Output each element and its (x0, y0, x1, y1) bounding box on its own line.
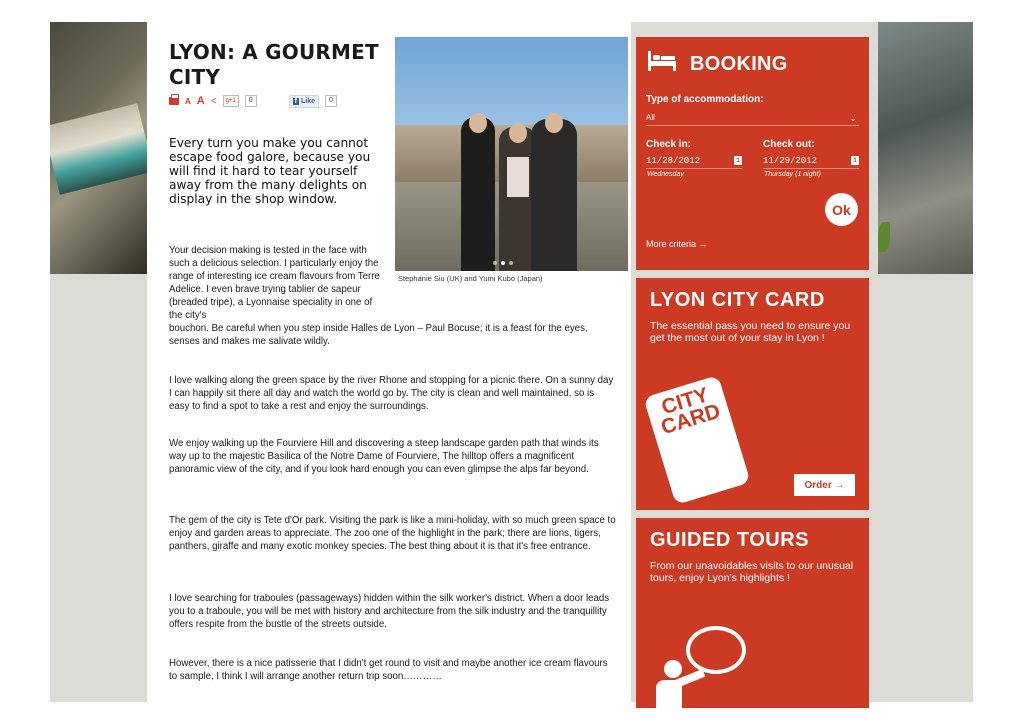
article-paragraph: bouchon. Be careful when you step inside Halles de Lyon – Paul Bocuse; it is a feast for the eyes, senses and makes me salivate wildly. (169, 323, 588, 347)
font-smaller-button[interactable]: A (185, 96, 191, 106)
article-photo[interactable] (395, 37, 628, 271)
checkout-date-value: 11/29/2012 (763, 156, 818, 166)
chevron-down-icon: ⌄ (849, 113, 857, 123)
article-paragraph: We enjoy walking up the Fourviere Hill and discovering a steep landscape garden path that winds its way up to the majestic Basilica of the Notre Dame of Fourviere, The hilltop offers a magnificent panoramic view of the city, and if you look hard enough you can even glimpse the alps far beyond. (169, 438, 599, 475)
checkin-date-field[interactable] (646, 154, 742, 169)
guide-person-icon (664, 660, 682, 678)
guided-tours-widget (636, 518, 869, 708)
more-criteria-link[interactable]: More criteria → (646, 239, 708, 249)
facebook-icon: f (294, 97, 298, 105)
photo-pagination[interactable] (493, 261, 513, 265)
article-paragraph: I love searching for traboules (passageways) hidden within the silk worker's district. When a door leads you to a traboule, you will be met with history and architecture from the silk industry and the tranquillity offers respite from the bustle of the streets outside. (169, 593, 610, 630)
article-lead: Every turn you make you cannot escape food galore, because you will find it hard to tear yourself away from the many delights on display in the shop window. (169, 136, 371, 206)
checkout-date-field[interactable] (763, 154, 859, 169)
gplus-button[interactable]: g+1 (223, 95, 239, 107)
article-paragraph: I love walking along the green space by the river Rhone and stopping for a picnic there. On a sunny day I can happily sit there all day and watch the world go by. The city is clean and well maintained, so is easy to find a spot to take a rest and enjoy the surroundings. (169, 375, 614, 412)
background-photo-right (878, 22, 973, 274)
article-toolbar (169, 94, 337, 108)
photo-caption: Stephanie Siu (UK) and Yumi Kubo (Japan) (398, 274, 543, 283)
font-larger-button[interactable]: A (196, 95, 205, 107)
article-paragraph: Your decision making is tested in the face with such a delicious selection. I particularly enjoy the range of interesting ice cream flavours from Terre Adelice. I even brave trying tablier de sapeur (breaded tripe), a Lyonnaise speciality in one of the city's (169, 245, 380, 321)
ok-button[interactable]: Ok (825, 193, 858, 226)
city-card-widget (636, 278, 869, 510)
page-title: LYON: A GOURMET CITY (169, 40, 379, 89)
bed-icon (648, 51, 676, 71)
checkin-day: Wednesday (647, 171, 684, 178)
speech-bubble-icon (686, 626, 746, 674)
booking-title: BOOKING (690, 53, 788, 75)
facebook-like-button[interactable] (289, 95, 319, 108)
gplus-count: 0 (245, 95, 257, 107)
accommodation-select[interactable] (646, 111, 859, 126)
checkin-label: Check in: (646, 139, 692, 150)
background-photo-left (50, 22, 147, 274)
accommodation-value: All (646, 113, 655, 122)
share-icon[interactable]: < (210, 95, 217, 107)
city-card-description: The essential pass you need to ensure you get the most out of your stay in Lyon ! (650, 320, 851, 344)
calendar-icon[interactable]: 1 (734, 156, 742, 165)
city-card-image: CITY CARD (643, 375, 750, 505)
article-paragraph: The gem of the city is Tete d'Or park. Visiting the park is like a mini-holiday, with so much green space to enjoy and garden areas to appreciate. The zoo one of the highlight in the park; there are lions, tigers, panthers, giraffe and many exotic monkey species. The best thing about it is that it's free entrance. (169, 515, 616, 552)
checkout-day: Thursday (1 night) (764, 171, 821, 178)
guided-tours-description: From our unavoidables visits to our unusual tours, enjoy Lyon's highlights ! (650, 560, 854, 584)
order-button[interactable]: Order → (794, 474, 855, 496)
article (147, 22, 631, 702)
calendar-icon[interactable]: 1 (851, 156, 859, 165)
checkout-label: Check out: (763, 139, 815, 150)
guided-tours-title: GUIDED TOURS (650, 529, 809, 551)
booking-widget (636, 37, 869, 270)
printer-icon[interactable] (169, 97, 179, 105)
article-paragraph: However, there is a nice patisserie that I didn't get round to visit and maybe another ice cream flavours to sample, I think I will arrange another return trip soon………… (169, 658, 608, 682)
accommodation-label: Type of accommodation: (646, 94, 764, 105)
facebook-like-label: Like (301, 97, 316, 105)
city-card-title: LYON CITY CARD (650, 289, 825, 311)
checkin-date-value: 11/28/2012 (646, 156, 701, 166)
facebook-like-count: 0 (325, 95, 337, 107)
